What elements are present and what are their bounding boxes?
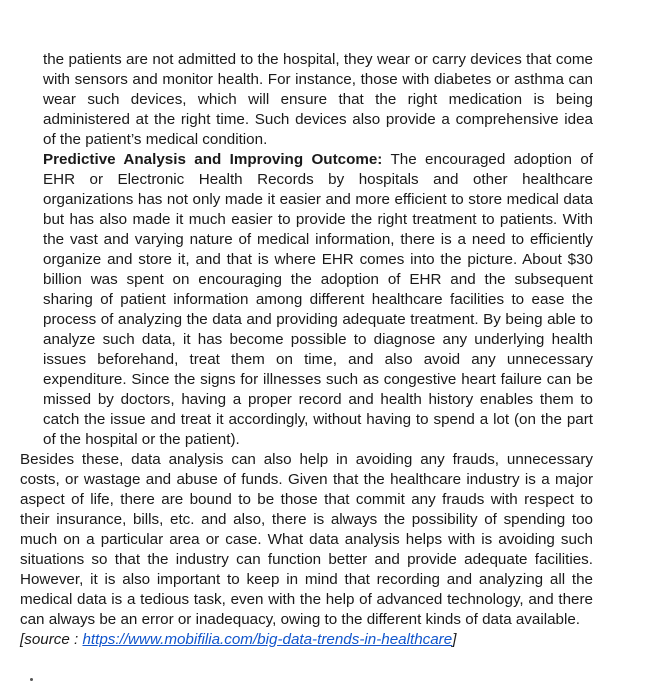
- bullet-dot: [30, 678, 33, 681]
- predictive-analysis-body: The encouraged adoption of EHR or Electronic Health Records by hospitals and other healthcare organizations has not only made it easier and more efficient to store medical data but has also made it much easier to provide the right treatment to patients. With the vast and varying nature of medical information, there is a need to efficiently organize and store it, and that is where EHR comes into the picture. About $30 billion was spent on encouraging the adoption of EHR and the subsequent sharing of patient information among different healthcare facilities to ease the process of analyzing the data and providing adequate treatment. By being able to analyze such data, it has become possible to diagnose any underlying health issues beforehand, treat them on time, and also avoid any unnecessary expenditure. Since the signs for illnesses such as congestive heart failure can be missed by doctors, having a proper record and health history enables them to catch the issue and treat it accordingly, without having to spend a lot (on the part of the hospital or the patient).: [43, 151, 593, 448]
- source-link[interactable]: https://www.mobifilia.com/big-data-trends-in-healthcare: [82, 631, 453, 648]
- paragraph-wearable-devices: the patients are not admitted to the hospital, they wear or carry devices that come with sensors and monitor health. For instance, those with diabetes or asthma can wear such devices, which will ensure that the right medication is being administered at the right time. Such devices also provide a comprehensive idea of the patient’s medical condition.: [43, 51, 593, 148]
- predictive-analysis-heading: Predictive Analysis and Improving Outcome:: [43, 151, 383, 168]
- paragraph-fraud-avoidance: Besides these, data analysis can also help in avoiding any frauds, unnecessary costs, or wastage and abuse of funds. Given that the healthcare industry is a major aspect of life, there are bound to be those that commit any frauds with respect to their insurance, bills, etc. and also, there is always the possibility of spending too much on a particular area or case. What data analysis helps with is avoiding such situations so that the industry can function better and provide adequate facilities. However, it is also important to keep in mind that recording and analyzing all the medical data is a tedious task, even with the help of advanced technology, and there can always be an error or inadequacy, owing to the different kinds of data available.: [20, 451, 593, 628]
- source-prefix: [source :: [20, 631, 83, 648]
- paragraph-predictive-analysis: [43, 150, 593, 450]
- source-citation: [20, 630, 663, 650]
- source-suffix: ]: [452, 631, 457, 648]
